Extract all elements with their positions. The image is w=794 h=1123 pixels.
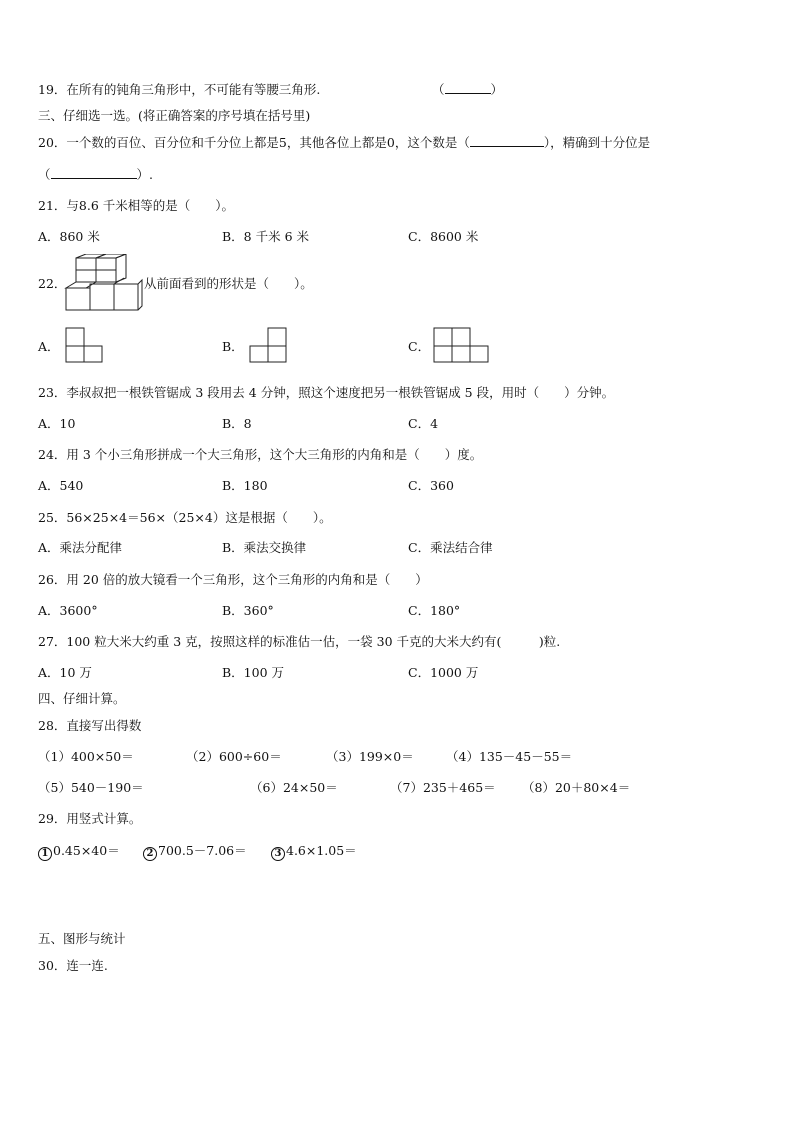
question-22-number: 22． [38, 276, 67, 291]
question-21-option-a[interactable]: A．860 米 [38, 229, 100, 244]
calc-item-2[interactable]: （2）600÷60＝ [186, 749, 282, 764]
question-20: 20．一个数的百位、百分位和千分位上都是5，其他各位上都是0，这个数是（ ），精确到十分位是 [38, 135, 651, 150]
question-23-option-b[interactable]: B．8 [222, 416, 252, 431]
question-26-option-a[interactable]: A．3600° [38, 603, 98, 618]
question-26-option-c[interactable]: C．180° [408, 603, 461, 618]
calc-item-1[interactable]: （1）400×50＝ [38, 749, 134, 764]
question-24-option-b[interactable]: B．180 [222, 478, 268, 493]
section-4-heading: 四、仔细计算。 [38, 691, 126, 706]
question-22-stem: 从前面看到的形状是（ ）。 [144, 276, 313, 291]
option-c-shape-icon [432, 326, 490, 364]
question-28: 28．直接写出得数 [38, 718, 142, 733]
calc-item-8[interactable]: （8）20＋80×4＝ [522, 780, 631, 795]
question-22-option-a[interactable]: A． [38, 339, 60, 354]
section-3-heading: 三、仔细选一选。(将正确答案的序号填在括号里) [38, 108, 311, 123]
circled-number-3-icon: 3 [271, 847, 285, 861]
question-27-option-a[interactable]: A．10 万 [38, 665, 92, 680]
section-5-heading: 五、图形与统计 [38, 931, 126, 946]
question-26-option-b[interactable]: B．360° [222, 603, 274, 618]
question-25-option-b[interactable]: B．乘法交换律 [222, 540, 307, 555]
question-27-option-b[interactable]: B．100 万 [222, 665, 285, 680]
vertical-calc-1[interactable]: 1 0.45×40＝ [38, 843, 120, 861]
question-24: 24．用 3 个小三角形拼成一个大三角形，这个大三角形的内角和是（ ）度。 [38, 447, 483, 462]
option-a-shape-icon [64, 326, 104, 364]
circled-number-2-icon: 2 [143, 847, 157, 861]
question-29: 29．用竖式计算。 [38, 811, 142, 826]
question-25: 25．56×25×4＝56×（25×4）这是根据（ ）。 [38, 510, 332, 525]
question-21-option-c[interactable]: C．8600 米 [408, 229, 479, 244]
question-30: 30．连一连. [38, 958, 108, 973]
question-20-line-2: （ ）. [38, 167, 153, 182]
question-27: 27．100 粒大米大约重 3 克，按照这样的标准估一估，一袋 30 千克的大米大约有( )粒. [38, 634, 561, 649]
calc-item-6[interactable]: （6）24×50＝ [250, 780, 338, 795]
question-20-blank-2[interactable] [51, 167, 137, 179]
vertical-calc-2[interactable]: 2 700.5－7.06＝ [143, 843, 247, 861]
question-20-blank-1[interactable] [470, 135, 544, 147]
question-22-option-c[interactable]: C． [408, 339, 431, 354]
calc-item-3[interactable]: （3）199×0＝ [326, 749, 414, 764]
cube-stack-figure [64, 254, 144, 312]
question-25-option-c[interactable]: C．乘法结合律 [408, 540, 493, 555]
vertical-calc-3[interactable]: 3 4.6×1.05＝ [271, 843, 357, 861]
question-21: 21．与8.6 千米相等的是（ ）。 [38, 198, 235, 213]
circled-number-1-icon: 1 [38, 847, 52, 861]
question-23-option-a[interactable]: A．10 [38, 416, 76, 431]
question-27-option-c[interactable]: C．1000 万 [408, 665, 479, 680]
question-24-option-a[interactable]: A．540 [38, 478, 84, 493]
question-22-option-b[interactable]: B． [222, 339, 244, 354]
question-19 [38, 82, 320, 98]
question-21-option-b[interactable]: B．8 千米 6 米 [222, 229, 310, 244]
question-23: 23．李叔叔把一根铁管锯成 3 段用去 4 分钟，照这个速度把另一根铁管锯成 5 段，用时（ ）分钟。 [38, 385, 615, 400]
calc-item-4[interactable]: （4）135－45－55＝ [446, 749, 573, 764]
question-23-option-c[interactable]: C．4 [408, 416, 439, 431]
option-b-shape-icon [248, 326, 288, 364]
question-19-answer-blank[interactable]: （ ） [432, 82, 504, 97]
question-25-option-a[interactable]: A．乘法分配律 [38, 540, 123, 555]
calc-item-7[interactable]: （7）235＋465＝ [390, 780, 496, 795]
question-19-text: 19．在所有的钝角三角形中，不可能有等腰三角形. [38, 82, 321, 97]
calc-item-5[interactable]: （5）540－190＝ [38, 780, 144, 795]
question-24-option-c[interactable]: C．360 [408, 478, 454, 493]
question-26: 26．用 20 倍的放大镜看一个三角形，这个三角形的内角和是（ ） [38, 572, 428, 587]
